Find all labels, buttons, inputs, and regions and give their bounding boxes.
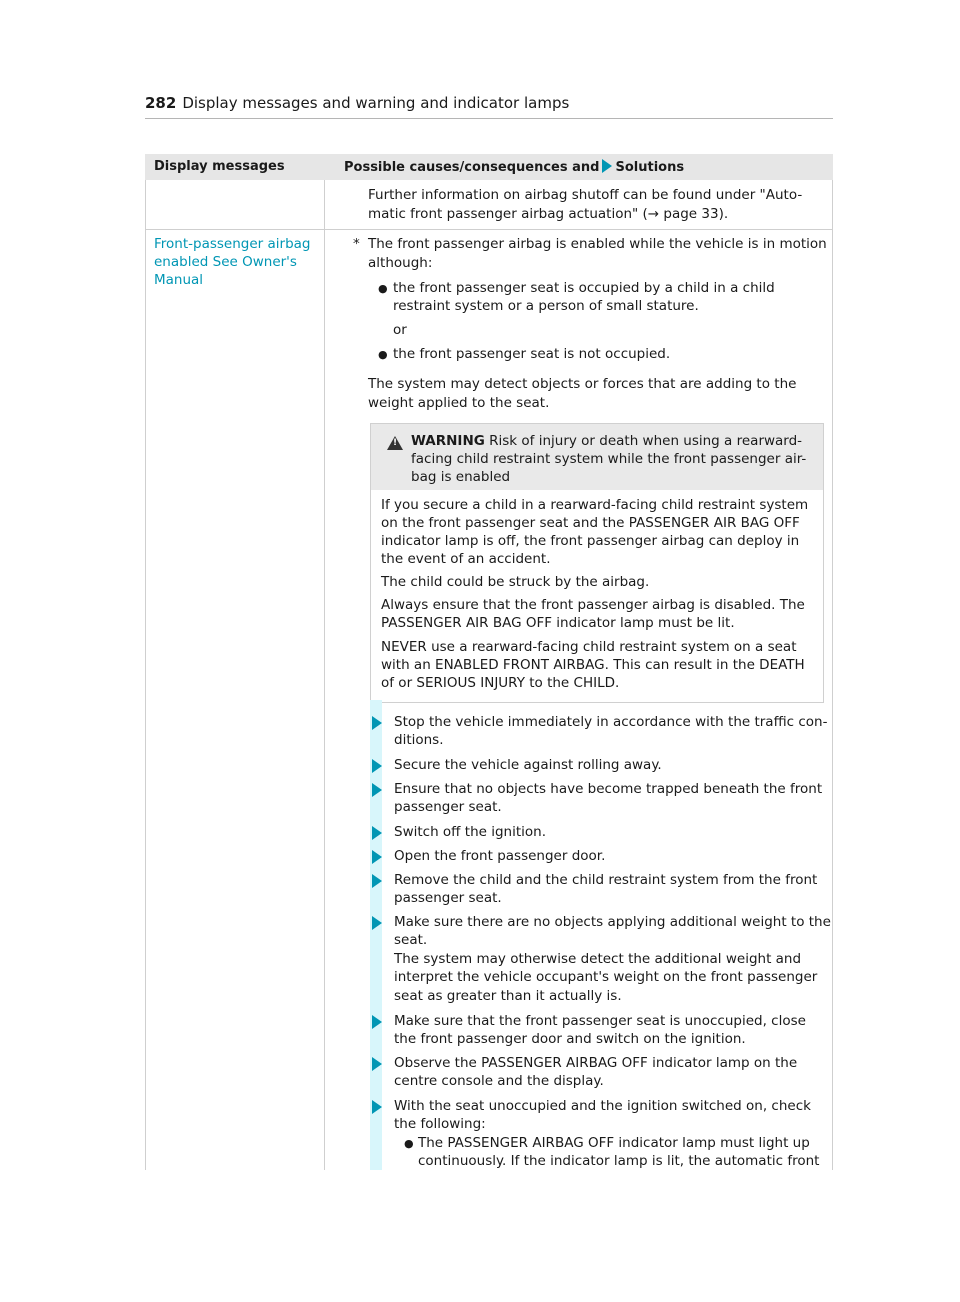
step-text: the following:: [394, 1116, 486, 1132]
cause-line: The front passenger airbag is enabled while the vehicle is in motion: [368, 236, 827, 252]
step-text: With the seat unoccupied and the ignition switched on, check: [394, 1098, 811, 1114]
warning-text: on the front passenger seat and the PASSENGER AIR BAG OFF: [381, 515, 800, 531]
bullet-icon: ●: [404, 1137, 414, 1150]
step-arrow-icon: [372, 1015, 382, 1029]
page-header: [145, 94, 833, 119]
col-causes-solutions: Possible causes/consequences and Solutions: [344, 160, 685, 175]
step-text: passenger seat.: [394, 890, 502, 906]
step-arrow-icon: [372, 759, 382, 773]
table-border-left: [145, 180, 146, 1170]
step-arrow-icon: [372, 783, 382, 797]
step-text: Observe the PASSENGER AIRBAG OFF indicator lamp on the: [394, 1055, 798, 1071]
cause-line: although:: [368, 255, 433, 271]
page-title: Display messages and warning and indicator lamps: [182, 94, 570, 112]
step-text: The system may otherwise detect the additional weight and: [394, 951, 802, 967]
table-border-right: [832, 180, 833, 1170]
step-arrow-icon: [372, 850, 382, 864]
warning-text: If you secure a child in a rearward-facing child restraint system: [381, 497, 809, 513]
warning-text: indicator lamp is off, the front passenger airbag can deploy in: [381, 533, 800, 549]
step-text: Open the front passenger door.: [394, 848, 606, 864]
step-text: ditions.: [394, 732, 444, 748]
warning-head-line: facing child restraint system while the front passenger air-: [411, 451, 807, 467]
step-text: Stop the vehicle immediately in accordance with the traffic con-: [394, 714, 828, 730]
sub-bullet-line: continuously. If the indicator lamp is lit, the automatic front: [418, 1153, 820, 1169]
warning-head-line: bag is enabled: [411, 469, 511, 485]
step-text: seat as greater than it actually is.: [394, 988, 622, 1004]
warning-header: [371, 424, 823, 490]
warning-text: NEVER use a rearward-facing child restraint system on a seat: [381, 639, 797, 655]
or-text: or: [393, 322, 407, 338]
row-divider: [145, 229, 833, 230]
step-text: interpret the vehicle occupant's weight on the front passenger: [394, 969, 818, 985]
sub-bullet-line: The PASSENGER AIRBAG OFF indicator lamp must light up: [418, 1135, 810, 1151]
step-arrow-icon: [372, 916, 382, 930]
warning-box: [370, 423, 824, 703]
step-arrow-icon: [372, 1057, 382, 1071]
step-text: the front passenger door and switch on the ignition.: [394, 1031, 746, 1047]
message-line: Front-passenger airbag: [154, 236, 311, 252]
step-text: Switch off the ignition.: [394, 824, 547, 840]
warning-label: WARNING: [411, 433, 485, 449]
warning-head-line: WARNING Risk of injury or death when using a rearward-: [411, 433, 803, 449]
column-divider: [324, 180, 325, 1170]
step-text: Remove the child and the child restraint system from the front: [394, 872, 818, 888]
row0-line2: matic front passenger airbag actuation" (→ page 33).: [368, 206, 729, 222]
step-text: Secure the vehicle against rolling away.: [394, 757, 662, 773]
page-number: 282: [145, 94, 177, 112]
warning-text: with an ENABLED FRONT AIRBAG. This can result in the DEATH: [381, 657, 805, 673]
message-line: Manual: [154, 272, 204, 288]
bullet-line: the front passenger seat is not occupied.: [393, 346, 671, 362]
step-text: passenger seat.: [394, 799, 502, 815]
warning-text: PASSENGER AIR BAG OFF indicator lamp must be lit.: [381, 615, 735, 631]
step-text: Make sure there are no objects applying additional weight to the: [394, 914, 831, 930]
col-display-messages: Display messages: [154, 159, 285, 174]
bullet-line: restraint system or a person of small stature.: [393, 298, 699, 314]
bullet-line: the front passenger seat is occupied by a child in a child: [393, 280, 775, 296]
step-text: seat.: [394, 932, 428, 948]
arrow-icon: [602, 159, 612, 173]
message-line: enabled See Owner's: [154, 254, 297, 270]
bullet-icon: ●: [378, 348, 388, 361]
detect-line: weight applied to the seat.: [368, 395, 550, 411]
display-messages-table: [145, 154, 833, 1170]
detect-line: The system may detect objects or forces that are adding to the: [368, 376, 797, 392]
warning-text: Always ensure that the front passenger airbag is disabled. The: [381, 597, 805, 613]
step-arrow-icon: [372, 1100, 382, 1114]
step-arrow-icon: [372, 826, 382, 840]
step-text: centre console and the display.: [394, 1073, 604, 1089]
step-text: Make sure that the front passenger seat is unoccupied, close: [394, 1013, 806, 1029]
step-arrow-icon: [372, 716, 382, 730]
step-arrow-icon: [372, 874, 382, 888]
warning-triangle-icon: [387, 436, 403, 450]
bullet-icon: ●: [378, 282, 388, 295]
warning-text: The child could be struck by the airbag.: [381, 574, 650, 590]
row0-line1: Further information on airbag shutoff can be found under "Auto-: [368, 187, 803, 203]
warning-text: the event of an accident.: [381, 551, 551, 567]
table-header: [145, 154, 833, 180]
warning-text: of or SERIOUS INJURY to the CHILD.: [381, 675, 620, 691]
step-text: Ensure that no objects have become trapped beneath the front: [394, 781, 823, 797]
asterisk-mark: *: [353, 236, 360, 252]
